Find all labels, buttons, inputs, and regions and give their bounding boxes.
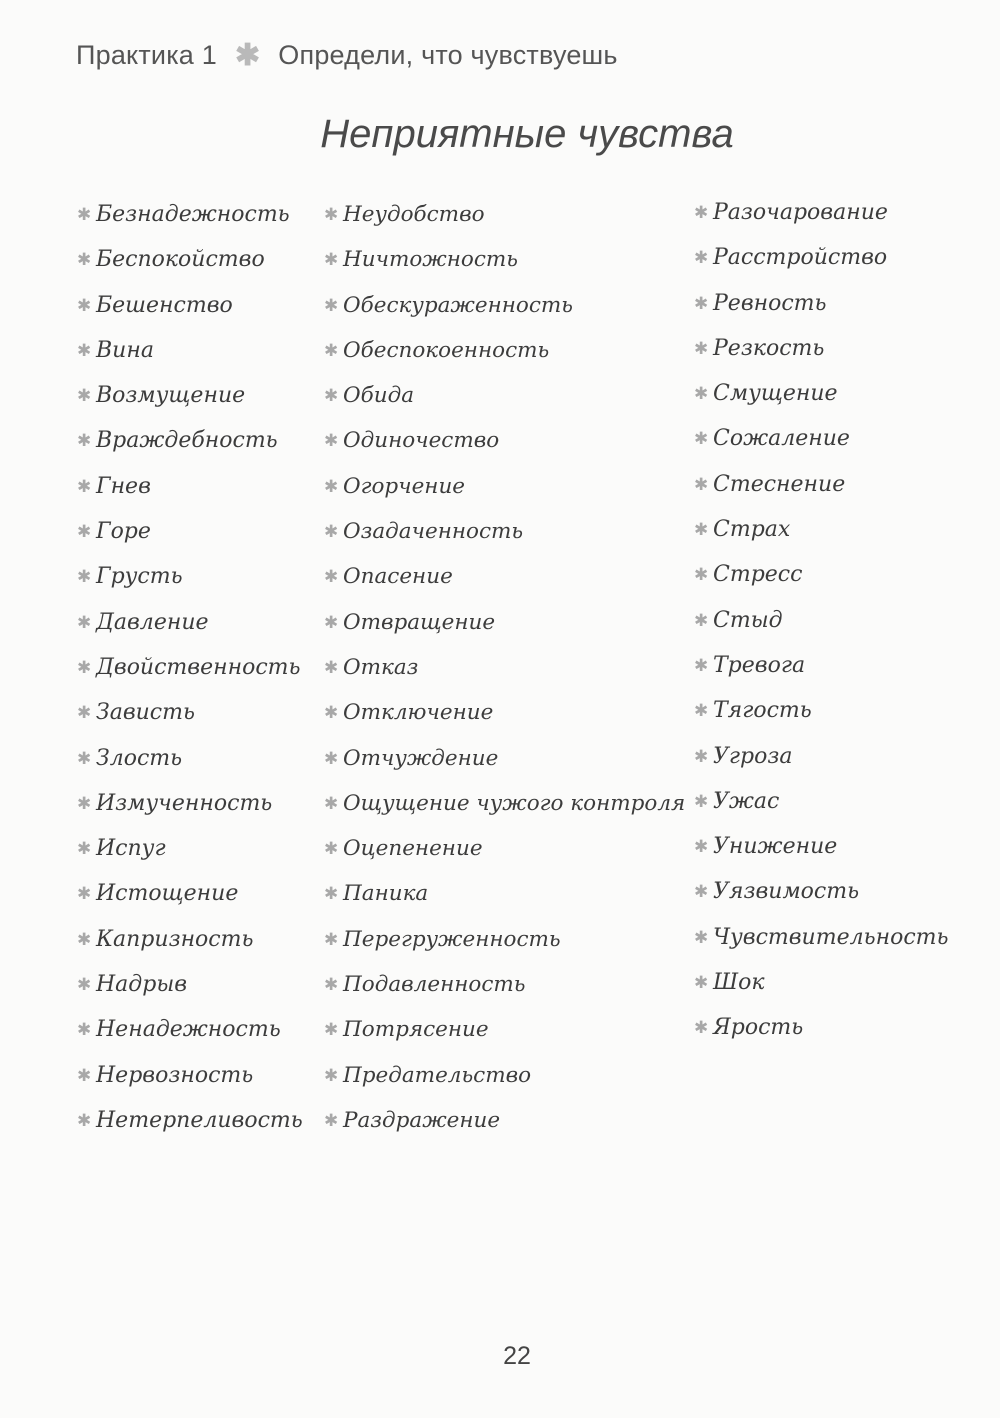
feeling-label: Отвращение — [343, 609, 496, 635]
feelings-column-2 — [324, 192, 685, 1143]
asterisk-bullet-icon: ✱ — [77, 250, 92, 271]
feeling-label: Грусть — [96, 564, 183, 590]
feeling-label: Обеспокоенность — [343, 337, 550, 363]
feeling-item — [694, 190, 949, 235]
feeling-label: Давление — [96, 609, 209, 635]
asterisk-bullet-icon: ✱ — [324, 612, 339, 633]
feeling-item — [694, 643, 949, 688]
feeling-label: Одиночество — [343, 428, 500, 454]
feelings-column-1 — [77, 192, 303, 1143]
asterisk-bullet-icon: ✱ — [77, 522, 92, 543]
feeling-label: Страх — [713, 517, 791, 543]
asterisk-bullet-icon: ✱ — [324, 1065, 339, 1086]
feeling-item — [694, 462, 949, 507]
feeling-item — [694, 869, 949, 914]
feeling-label: Враждебность — [96, 428, 278, 454]
feeling-item — [694, 779, 949, 824]
feeling-label: Разочарование — [713, 200, 888, 225]
asterisk-bullet-icon: ✱ — [694, 837, 709, 858]
asterisk-bullet-icon: ✱ — [324, 476, 339, 497]
running-header — [76, 38, 618, 73]
feeling-item — [324, 554, 685, 599]
feeling-label: Возмущение — [96, 383, 246, 409]
feeling-label: Ненадежность — [96, 1017, 281, 1043]
feeling-label: Измученность — [96, 790, 273, 816]
asterisk-bullet-icon: ✱ — [324, 386, 339, 407]
feeling-item — [77, 509, 303, 554]
page-title: Неприятные чувства — [320, 112, 734, 156]
feeling-label: Перегруженность — [343, 926, 561, 952]
feeling-label: Испуг — [96, 836, 166, 862]
asterisk-bullet-icon: ✱ — [324, 1110, 339, 1131]
feeling-item — [77, 690, 303, 735]
feeling-item — [324, 600, 685, 645]
feeling-item — [77, 237, 303, 282]
feeling-label: Гнев — [96, 473, 151, 499]
asterisk-bullet-icon: ✱ — [694, 655, 709, 676]
feeling-label: Огорчение — [343, 473, 466, 499]
asterisk-bullet-icon: ✱ — [694, 293, 709, 314]
feeling-item — [77, 781, 303, 826]
feeling-item — [77, 600, 303, 645]
asterisk-bullet-icon: ✱ — [324, 703, 339, 724]
feeling-label: Двойственность — [96, 654, 301, 680]
feeling-item — [77, 1098, 303, 1143]
asterisk-bullet-icon: ✱ — [77, 612, 92, 633]
asterisk-bullet-icon: ✱ — [77, 340, 92, 361]
feeling-item — [324, 690, 685, 735]
feeling-item — [694, 734, 949, 779]
feeling-item — [694, 552, 949, 597]
asterisk-bullet-icon: ✱ — [694, 1018, 709, 1039]
asterisk-bullet-icon: ✱ — [77, 748, 92, 769]
feeling-label: Горе — [96, 519, 151, 545]
asterisk-bullet-icon: ✱ — [324, 929, 339, 950]
feeling-item — [324, 373, 685, 418]
feeling-item — [324, 464, 685, 509]
feeling-item — [77, 418, 303, 463]
asterisk-bullet-icon: ✱ — [694, 338, 709, 359]
section-subtitle: Определи, что чувствуешь — [278, 40, 618, 70]
asterisk-bullet-icon: ✱ — [694, 746, 709, 767]
feeling-item — [77, 328, 303, 373]
asterisk-bullet-icon: ✱ — [694, 384, 709, 405]
asterisk-bullet-icon: ✱ — [324, 793, 339, 814]
feeling-label: Беспокойство — [96, 247, 265, 273]
feeling-label: Неудобство — [343, 202, 485, 227]
asterisk-bullet-icon: ✱ — [694, 882, 709, 903]
feeling-item — [77, 554, 303, 599]
feeling-item — [694, 824, 949, 869]
asterisk-bullet-icon: ✱ — [324, 340, 339, 361]
feeling-label: Предательство — [343, 1062, 532, 1088]
feeling-label: Стыд — [713, 607, 783, 633]
asterisk-bullet-icon: ✱ — [694, 203, 709, 223]
feeling-item — [324, 1053, 685, 1098]
feeling-label: Бешенство — [96, 292, 233, 318]
feeling-label: Опасение — [343, 564, 453, 590]
asterisk-bullet-icon: ✱ — [324, 295, 339, 316]
feeling-label: Резкость — [713, 335, 825, 361]
asterisk-icon: ✱ — [234, 39, 261, 72]
feeling-label: Нетерпеливость — [96, 1107, 303, 1133]
feeling-item — [324, 871, 685, 916]
asterisk-bullet-icon: ✱ — [694, 429, 709, 450]
asterisk-bullet-icon: ✱ — [324, 975, 339, 996]
feeling-label: Паника — [343, 881, 429, 907]
feeling-label: Стресс — [713, 562, 803, 588]
feeling-label: Унижение — [713, 834, 838, 860]
asterisk-bullet-icon: ✱ — [324, 1020, 339, 1041]
feeling-label: Вина — [96, 337, 154, 363]
page-number: 22 — [503, 1342, 531, 1370]
feeling-label: Смущение — [713, 381, 838, 407]
feeling-item — [694, 507, 949, 552]
feeling-label: Ужас — [713, 788, 780, 814]
feeling-item — [324, 418, 685, 463]
feeling-item — [77, 826, 303, 871]
asterisk-bullet-icon: ✱ — [324, 657, 339, 678]
asterisk-bullet-icon: ✱ — [77, 839, 92, 860]
feeling-item — [324, 917, 685, 962]
feeling-item — [77, 1053, 303, 1098]
feeling-item — [324, 192, 685, 237]
feeling-item — [324, 509, 685, 554]
asterisk-bullet-icon: ✱ — [694, 520, 709, 541]
feeling-item — [77, 192, 303, 237]
asterisk-bullet-icon: ✱ — [77, 884, 92, 905]
feeling-item — [77, 871, 303, 916]
section-label: Практика 1 — [76, 40, 217, 70]
feeling-label: Расстройство — [713, 245, 888, 271]
feeling-label: Отключение — [343, 700, 494, 726]
feeling-item — [694, 1005, 949, 1050]
feeling-item — [324, 645, 685, 690]
feeling-label: Стеснение — [713, 471, 846, 497]
asterisk-bullet-icon: ✱ — [77, 386, 92, 407]
feeling-label: Ярость — [713, 1015, 804, 1041]
asterisk-bullet-icon: ✱ — [324, 567, 339, 588]
asterisk-bullet-icon: ✱ — [324, 205, 339, 225]
asterisk-bullet-icon: ✱ — [77, 205, 92, 225]
feeling-item — [694, 371, 949, 416]
feeling-label: Потрясение — [343, 1017, 489, 1043]
feeling-item — [694, 915, 949, 960]
feeling-item — [324, 781, 685, 826]
asterisk-bullet-icon: ✱ — [77, 1110, 92, 1131]
feeling-label: Чувствительность — [713, 924, 949, 950]
asterisk-bullet-icon: ✱ — [77, 476, 92, 497]
feeling-item — [77, 962, 303, 1007]
feelings-column-3 — [694, 190, 949, 1051]
feeling-label: Тягость — [713, 698, 812, 724]
asterisk-bullet-icon: ✱ — [77, 703, 92, 724]
feeling-label: Обида — [343, 383, 415, 409]
asterisk-bullet-icon: ✱ — [77, 1065, 92, 1086]
feeling-label: Оцепенение — [343, 836, 483, 862]
asterisk-bullet-icon: ✱ — [324, 431, 339, 452]
feeling-item — [324, 328, 685, 373]
feeling-item — [694, 598, 949, 643]
asterisk-bullet-icon: ✱ — [694, 927, 709, 948]
asterisk-bullet-icon: ✱ — [77, 1020, 92, 1041]
asterisk-bullet-icon: ✱ — [694, 973, 709, 994]
feeling-label: Угроза — [713, 743, 793, 769]
feeling-label: Обескураженность — [343, 292, 573, 318]
asterisk-bullet-icon: ✱ — [694, 474, 709, 495]
feeling-item — [324, 962, 685, 1007]
asterisk-bullet-icon: ✱ — [77, 567, 92, 588]
asterisk-bullet-icon: ✱ — [324, 522, 339, 543]
asterisk-bullet-icon: ✱ — [324, 250, 339, 271]
feeling-item — [324, 826, 685, 871]
feeling-label: Ощущение чужого контроля — [343, 790, 686, 816]
feeling-label: Тревога — [713, 652, 806, 678]
asterisk-bullet-icon: ✱ — [694, 565, 709, 586]
feeling-item — [694, 326, 949, 371]
feeling-label: Ревность — [713, 290, 827, 316]
asterisk-bullet-icon: ✱ — [77, 975, 92, 996]
asterisk-bullet-icon: ✱ — [324, 748, 339, 769]
feeling-label: Безнадежность — [96, 202, 290, 227]
feeling-label: Озадаченность — [343, 519, 524, 545]
feeling-label: Ничтожность — [343, 247, 518, 273]
feeling-label: Отказ — [343, 654, 419, 680]
asterisk-bullet-icon: ✱ — [77, 431, 92, 452]
feeling-label: Нервозность — [96, 1062, 254, 1088]
feeling-label: Истощение — [96, 881, 239, 907]
feeling-item — [324, 1007, 685, 1052]
asterisk-bullet-icon: ✱ — [694, 248, 709, 269]
feeling-item — [77, 464, 303, 509]
asterisk-bullet-icon: ✱ — [77, 657, 92, 678]
asterisk-bullet-icon: ✱ — [77, 295, 92, 316]
feeling-label: Отчуждение — [343, 745, 499, 771]
feeling-item — [694, 281, 949, 326]
feeling-item — [324, 1098, 685, 1143]
asterisk-bullet-icon: ✱ — [694, 701, 709, 722]
asterisk-bullet-icon: ✱ — [77, 929, 92, 950]
feeling-label: Злость — [96, 745, 183, 771]
feeling-item — [77, 736, 303, 781]
feeling-item — [694, 688, 949, 733]
feeling-item — [77, 645, 303, 690]
feeling-label: Сожаление — [713, 426, 850, 452]
asterisk-bullet-icon: ✱ — [324, 884, 339, 905]
asterisk-bullet-icon: ✱ — [694, 610, 709, 631]
asterisk-bullet-icon: ✱ — [324, 839, 339, 860]
feeling-label: Капризность — [96, 926, 254, 952]
feeling-item — [77, 1007, 303, 1052]
feeling-label: Подавленность — [343, 972, 526, 998]
asterisk-bullet-icon: ✱ — [77, 793, 92, 814]
feeling-item — [77, 283, 303, 328]
feeling-label: Уязвимость — [713, 879, 860, 905]
asterisk-bullet-icon: ✱ — [694, 791, 709, 812]
feeling-item — [324, 736, 685, 781]
feeling-item — [324, 237, 685, 282]
feeling-item — [694, 235, 949, 280]
feeling-item — [694, 960, 949, 1005]
feeling-label: Раздражение — [343, 1107, 501, 1133]
feeling-item — [77, 373, 303, 418]
feeling-item — [77, 917, 303, 962]
feeling-label: Надрыв — [96, 972, 188, 998]
feeling-item — [694, 416, 949, 461]
feeling-label: Шок — [713, 970, 765, 996]
feeling-item — [324, 283, 685, 328]
feeling-label: Зависть — [96, 700, 195, 726]
